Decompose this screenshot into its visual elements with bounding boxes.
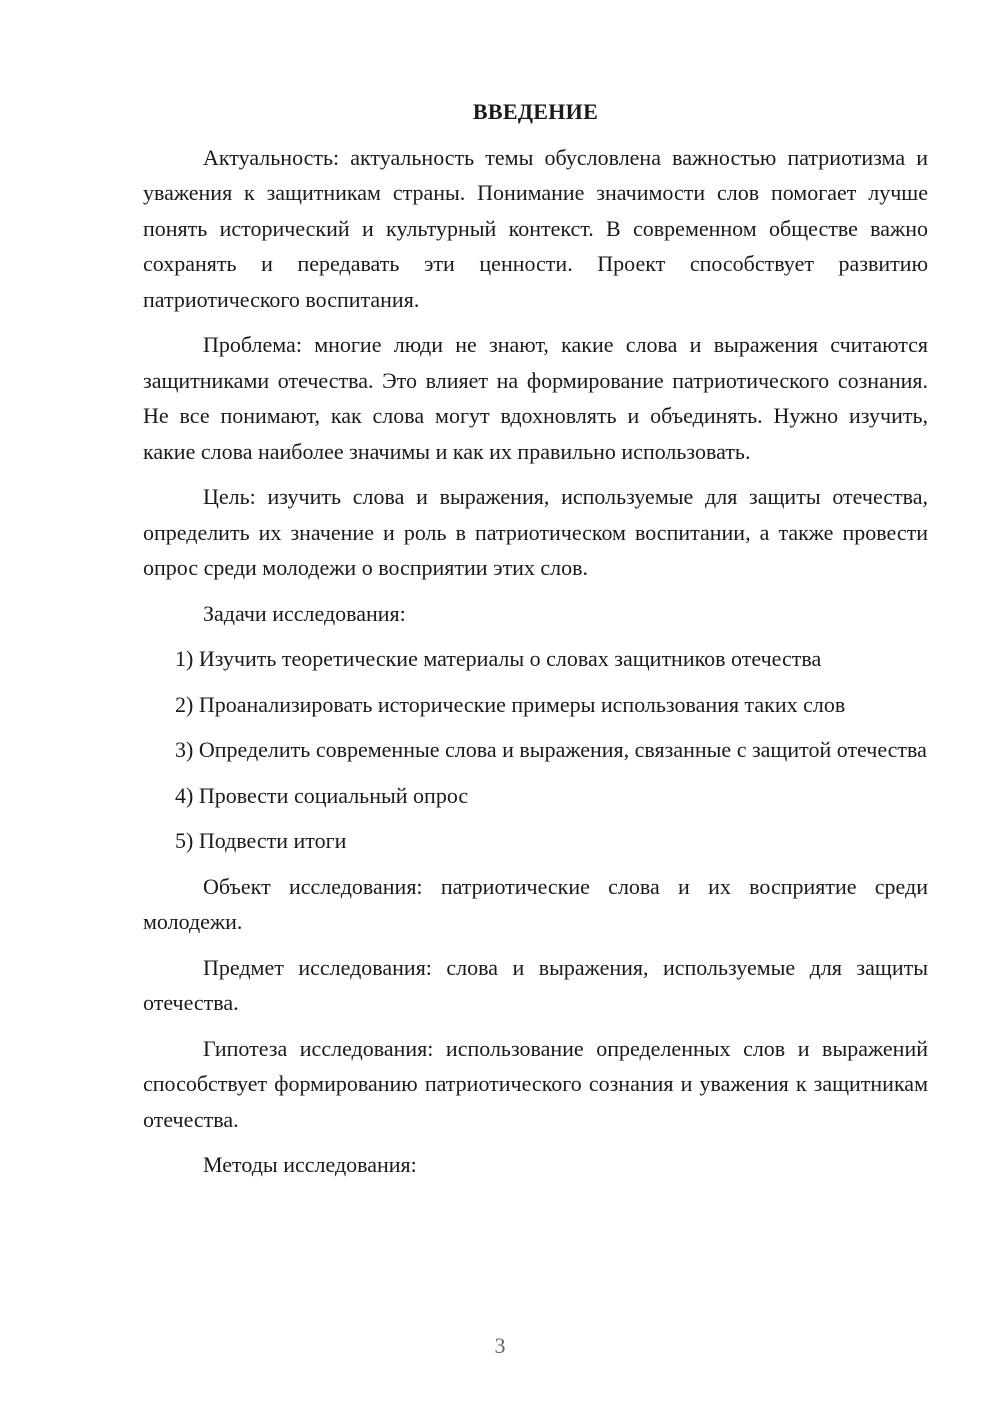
task-item-3: 3) Определить современные слова и выражения, связанные с защитой отечества bbox=[175, 737, 927, 762]
paragraph-hypothesis: Гипотеза исследования: использование определенных слов и выражений способствует формированию патриотического сознания и уважения к защитникам отечества. bbox=[143, 1035, 928, 1132]
methods-heading: Методы исследования: bbox=[203, 1152, 417, 1177]
paragraph-subject: Предмет исследования: слова и выражения, используемые для защиты отечества. bbox=[143, 954, 928, 1015]
paragraph-relevance: Актуальность: актуальность темы обусловлена важностью патриотизма и уважения к защитникам страны. Понимание значимости слов помогает лучше понять исторический и культурный контекст. В современном обществе важно сохранять и передавать эти ценности. Проект способствует развитию патриотического воспитания. bbox=[143, 144, 928, 312]
paragraph-goal: Цель: изучить слова и выражения, используемые для защиты отечества, определить их значение и роль в патриотическом воспитании, а также провести опрос среди молодежи о восприятии этих слов. bbox=[143, 484, 928, 580]
tasks-heading: Задачи исследования: bbox=[203, 600, 406, 626]
task-item-5: 5) Подвести итоги bbox=[175, 828, 347, 853]
document-page bbox=[143, 94, 928, 1183]
page-number: 3 bbox=[494, 1333, 506, 1358]
paragraph-problem: Проблема: многие люди не знают, какие слова и выражения считаются защитниками отечества. Это влияет на формирование патриотического сознания. Не все понимают, как слова могут вдохновлять и объединять. Нужно изучить, какие слова наиболее значимы и как их правильно использовать. bbox=[143, 332, 928, 464]
task-item-2: 2) Проанализировать исторические примеры использования таких слов bbox=[175, 691, 846, 717]
task-item-4: 4) Провести социальный опрос bbox=[175, 782, 469, 808]
paragraph-object: Объект исследования: патриотические слова и их восприятие среди молодежи. bbox=[143, 873, 928, 934]
task-item-1: 1) Изучить теоретические материалы о словах защитников отечества bbox=[175, 646, 822, 671]
section-title: ВВЕДЕНИЕ bbox=[472, 99, 599, 124]
